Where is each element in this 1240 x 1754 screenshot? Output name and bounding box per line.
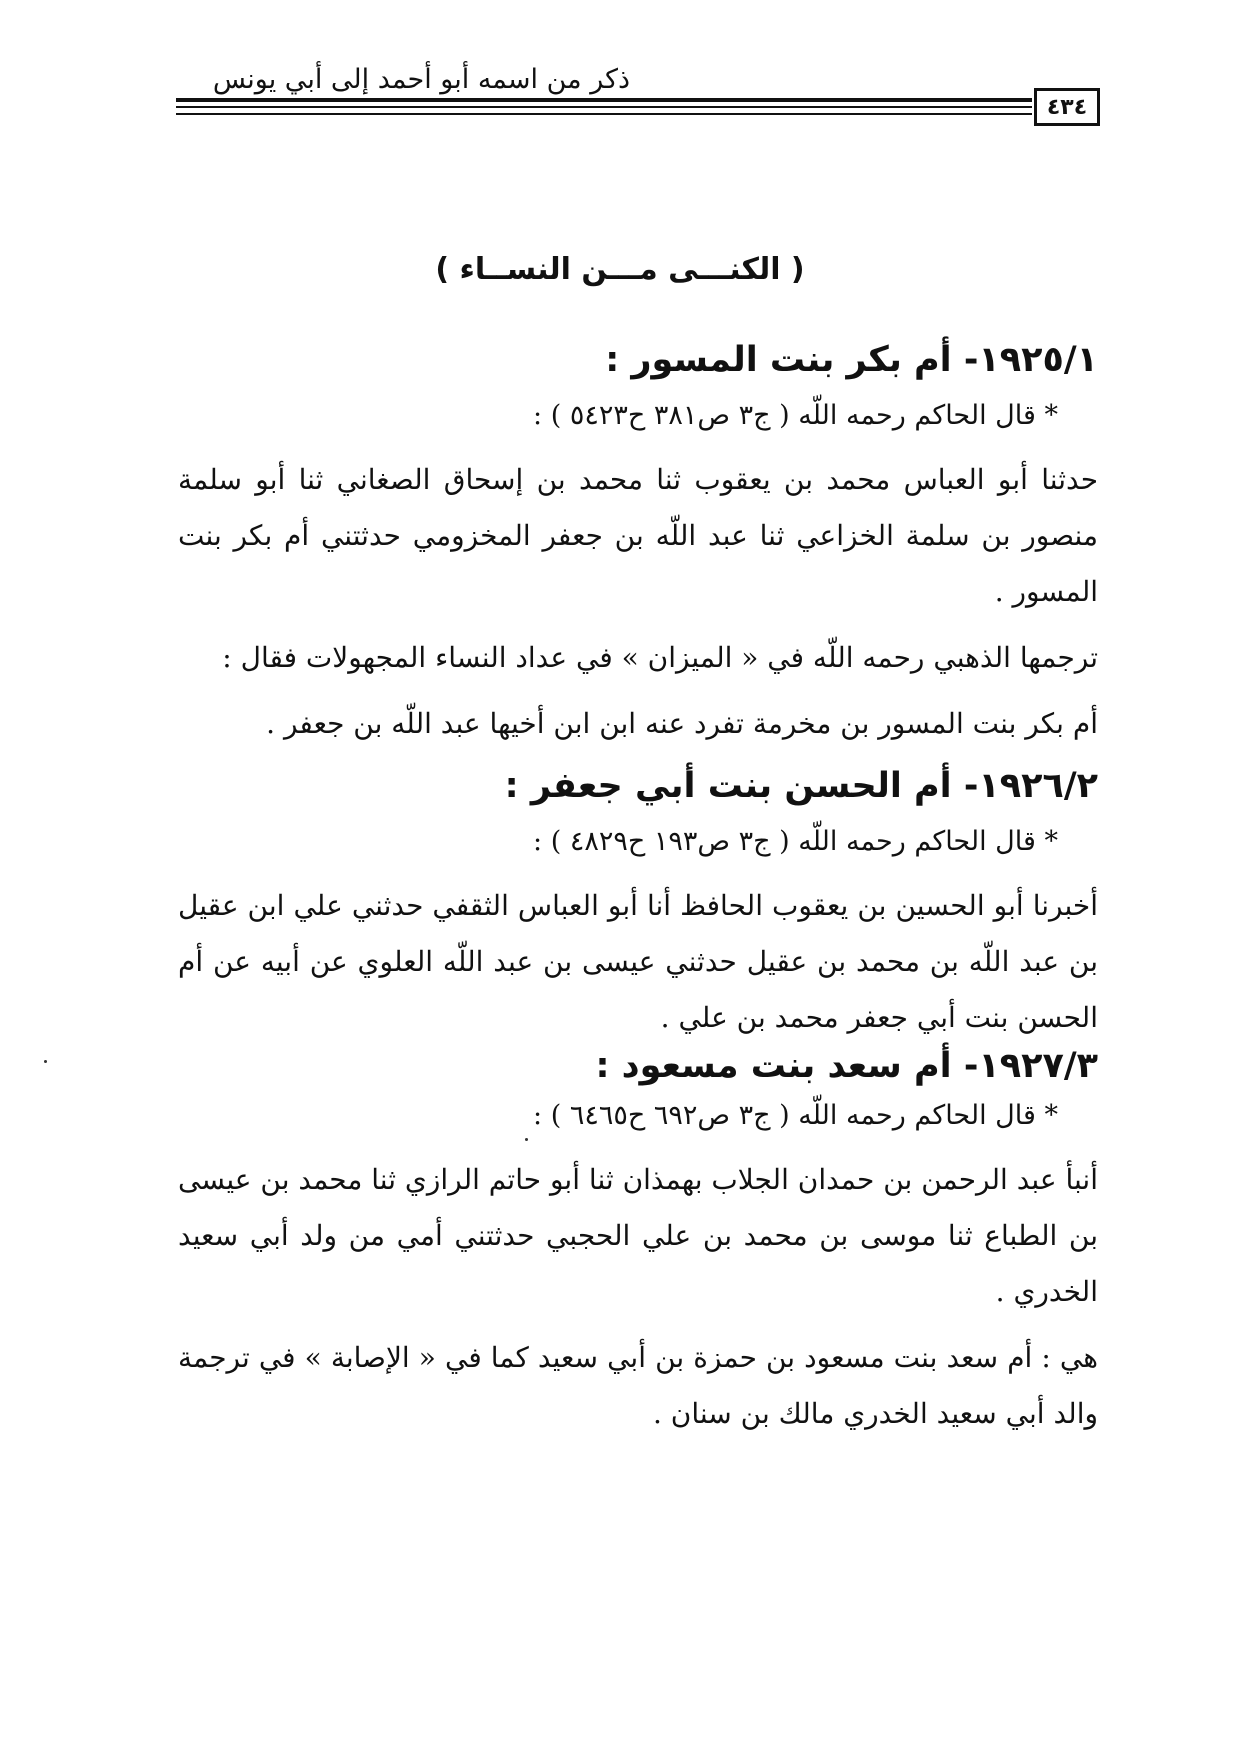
header-rule	[176, 106, 1032, 108]
page-number: ٤٣٤	[1034, 88, 1100, 126]
header-rule	[176, 113, 1032, 115]
scan-speck	[44, 1060, 47, 1063]
entry	[178, 762, 1098, 1046]
entry	[178, 336, 1098, 752]
paragraph: ترجمها الذهبي رحمه اللّه في « الميزان » في عداد النساء المجهولات فقال :	[222, 641, 1098, 674]
running-title: ذكر من اسمه أبو أحمد إلى أبي يونس	[212, 64, 630, 95]
section-heading: ( الكنـــى مـــن النســاء )	[435, 252, 805, 287]
entry-title: ١٩٢٧/٣- أم سعد بنت مسعود :	[595, 1046, 1098, 1086]
header-rule	[176, 98, 1032, 102]
entry-title: ١٩٢٦/٢- أم الحسن بنت أبي جعفر :	[504, 766, 1098, 806]
paragraph: أنبأ عبد الرحمن بن حمدان الجلاب بهمذان ثنا أبو حاتم الرازي ثنا محمد بن عيسى بن الطباع ثنا موسى بن محمد بن علي الحجبي حدثتني أمي من ولد أبي سعيد الخدري .	[178, 1163, 1098, 1308]
paragraph: أم بكر بنت المسور بن مخرمة تفرد عنه ابن ابن أخيها عبد اللّه بن جعفر .	[266, 707, 1098, 740]
source-citation: * قال الحاكم رحمه اللّه ( ج٣ ص٣٨١ ح٥٤٢٣ ) :	[533, 400, 1058, 431]
source-citation: * قال الحاكم رحمه اللّه ( ج٣ ص١٩٣ ح٤٨٢٩ ) :	[533, 826, 1058, 857]
entry	[178, 1046, 1098, 1442]
scan-speck	[525, 1138, 528, 1141]
paragraph: حدثنا أبو العباس محمد بن يعقوب ثنا محمد بن إسحاق الصغاني ثنا أبو سلمة منصور بن سلمة الخزاعي ثنا عبد اللّه بن جعفر المخزومي حدثتني أم بكر بنت المسور .	[178, 463, 1098, 608]
content-body	[178, 336, 1098, 1452]
entry-title: ١٩٢٥/١- أم بكر بنت المسور :	[605, 340, 1098, 380]
source-citation: * قال الحاكم رحمه اللّه ( ج٣ ص٦٩٢ ح٦٤٦٥ ) :	[533, 1100, 1058, 1131]
paragraph: أخبرنا أبو الحسين بن يعقوب الحافظ أنا أبو العباس الثقفي حدثني علي ابن عقيل بن عبد اللّه بن محمد بن عقيل حدثني عيسى بن عبد اللّه العلوي عن أبيه عن أم الحسن بنت أبي جعفر محمد بن علي .	[178, 889, 1099, 1034]
paragraph: هي : أم سعد بنت مسعود بن حمزة بن أبي سعيد كما في « الإصابة » في ترجمة والد أبي سعيد الخدري مالك بن سنان .	[178, 1341, 1098, 1430]
